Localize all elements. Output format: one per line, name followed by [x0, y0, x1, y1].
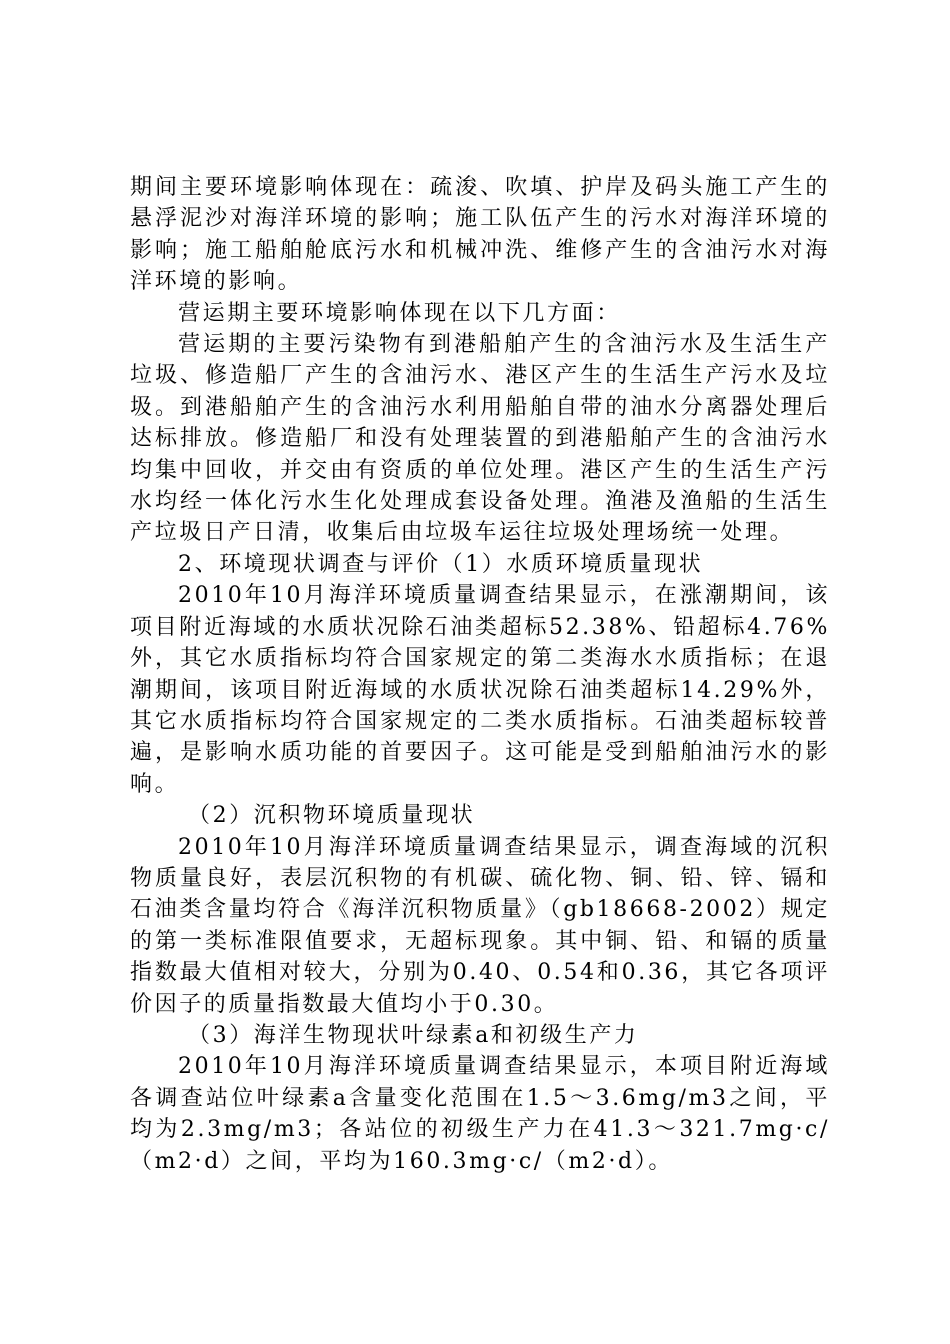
- paragraph-construction-impacts: 期间主要环境影响体现在：疏浚、吹填、护岸及码头施工产生的悬浮泥沙对海洋环境的影响；施工队伍产生的污水对海洋环境的影响；施工船舶舱底污水和机械冲洗、维修产生的含油污水对海洋环境的影响。: [130, 175, 830, 295]
- section-heading-marine-biology: （3）海洋生物现状叶绿素a和初级生产力: [188, 1022, 639, 1048]
- paragraph-operation-pollutants: 营运期的主要污染物有到港船舶产生的含油污水及生活生产垃圾、修造船厂产生的含油污水、港区产生的生活生产污水及垃圾。到港船舶产生的含油污水利用船舶自带的油水分离器处理后达标排放。修造船厂和没有处理装置的到港船舶产生的含油污水均集中回收，并交由有资质的单位处理。港区产生的生活生产污水均经一体化污水生化处理成套设备处理。渔港及渔船的生活生产垃圾日产日清，收集后由垃圾车运往垃圾处理场统一处理。: [130, 332, 830, 546]
- paragraph-chlorophyll: 2010年10月海洋环境质量调查结果显示，本项目附近海域各调查站位叶绿素a含量变化范围在1.5～3.6mg/m3之间，平均为2.3mg/m3；各站位的初级生产力在41.3～321.7mg·c/（m2·d）之间，平均为160.3mg·c/（m2·d）。: [130, 1054, 830, 1174]
- paragraph-operation-heading: 营运期主要环境影响体现在以下几方面：: [178, 300, 621, 326]
- section-heading-water-quality: 2、环境现状调查与评价（1）水质环境质量现状: [178, 551, 704, 577]
- document-body: [130, 172, 830, 1177]
- paragraph-water-quality: 2010年10月海洋环境质量调查结果显示，在涨潮期间，该项目附近海域的水质状况除石油类超标52.38%、铅超标4.76%外，其它水质指标均符合国家规定的第二类海水水质指标；在退潮期间，该项目附近海域的水质状况除石油类超标14.29%外，其它水质指标均符合国家规定的二类水质指标。石油类超标较普遍，是影响水质功能的首要因子。这可能是受到船舶油污水的影响。: [130, 583, 830, 797]
- section-heading-sediment: （2）沉积物环境质量现状: [188, 803, 476, 829]
- paragraph-sediment: 2010年10月海洋环境质量调查结果显示，调查海域的沉积物质量良好，表层沉积物的有机碳、硫化物、铜、铅、锌、镉和石油类含量均符合《海洋沉积物质量》（gb18668-2002）规定的第一类标准限值要求，无超标现象。其中铜、铅、和镉的质量指数最大值相对较大，分别为0.40、0.54和0.36，其它各项评价因子的质量指数最大值均小于0.30。: [130, 834, 830, 1017]
